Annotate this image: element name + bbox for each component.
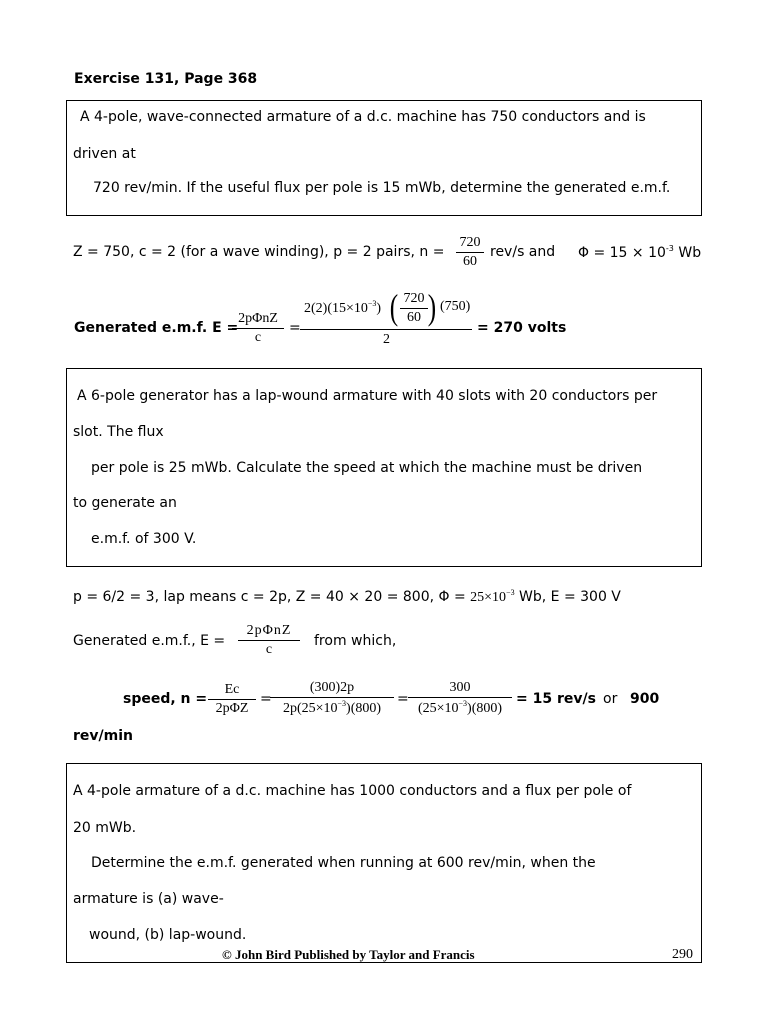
speed-fraction-2: [270, 681, 394, 716]
f3-den-exponent: −3: [458, 699, 468, 708]
flux-text: Φ = 15 × 10: [578, 245, 666, 261]
n-fraction: [456, 236, 484, 269]
f2-den-exponent: −3: [337, 699, 347, 708]
speed-result: = 15 rev/s: [516, 691, 596, 707]
speed-result-2-unit: rev/min: [73, 728, 133, 744]
footer-copyright: © John Bird Published by Taylor and Francis: [222, 947, 475, 962]
fraction-bar: [208, 699, 256, 700]
emf2-denominator: c: [265, 642, 273, 657]
exercise-title: Exercise 131, Page 368: [74, 71, 258, 87]
fraction-bar: [408, 697, 512, 698]
problem3-line2: 20 mWb.: [73, 820, 137, 836]
flux-value: [578, 245, 701, 260]
given-prefix: p = 6/2 = 3, lap means c = 2p, Z = 40 × 20 = 800, Φ =: [73, 589, 466, 605]
fraction-bar: [232, 328, 284, 329]
emf-label: Generated e.m.f. E =: [74, 320, 239, 336]
problem3-line4: armature is (a) wave-: [73, 891, 224, 907]
phi-exponent: −3: [506, 588, 515, 597]
substitution-left: [304, 300, 381, 316]
fraction-bar: [238, 640, 300, 641]
units-and: rev/s and: [490, 244, 556, 260]
n-denominator: 60: [463, 254, 477, 269]
given-suffix: Wb, E = 300 V: [519, 589, 621, 605]
speed-fraction-1: [208, 683, 256, 716]
speed-f3-denominator: [408, 700, 512, 716]
equals-sign: =: [260, 691, 272, 707]
emf-formula-numerator: 2pΦnZ: [238, 311, 278, 326]
fraction-bar: [270, 697, 394, 698]
problem1-line1: A 4-pole, wave-connected armature of a d.c. machine has 750 conductors and is: [80, 109, 646, 125]
speed-f3-numerator: 300: [449, 680, 471, 695]
emf-formula-denominator: c: [254, 330, 262, 345]
problem3-line3: Determine the e.m.f. generated when running at 600 rev/min, when the: [91, 855, 596, 871]
sub-close-paren: ): [376, 301, 382, 316]
problem2-line1: A 6-pole generator has a lap-wound armature with 40 slots with 20 conductors per: [77, 388, 658, 404]
flux-exponent: -3: [665, 244, 674, 253]
problem2-line4: to generate an: [73, 495, 177, 511]
problem2-line5: e.m.f. of 300 V.: [91, 531, 197, 547]
speed-f2-denominator: [270, 700, 394, 716]
f2-den-a: 2p(25×10: [282, 701, 338, 716]
emf-result: = 270 volts: [477, 320, 567, 336]
equals-sign: =: [397, 691, 409, 707]
solution1-given: Z = 750, c = 2 (for a wave winding), p = 2 pairs, n =: [73, 244, 445, 260]
or-text: or: [603, 691, 618, 707]
emf2-numerator: 2pΦnZ: [246, 623, 292, 638]
inner-fraction: [400, 292, 428, 325]
emf-label-2: Generated e.m.f., E =: [73, 633, 226, 649]
fraction-bar: [400, 308, 428, 309]
f3-den-a: (25×10: [417, 701, 459, 716]
emf-formula-fraction: [232, 312, 284, 345]
right-paren: ): [427, 287, 437, 327]
problem-box-2: [66, 368, 702, 567]
substitution-denominator: 2: [383, 332, 390, 347]
problem3-line1: A 4-pole armature of a d.c. machine has 1000 conductors and a flux per pole of: [73, 783, 632, 799]
problem1-line2: driven at: [73, 146, 136, 162]
problem1-line3: 720 rev/min. If the useful flux per pole is 15 mWb, determine the generated e.m.f.: [93, 180, 671, 196]
f3-den-b: )(800): [467, 701, 503, 716]
speed-result-2: 900: [630, 691, 660, 707]
fraction-bar: [456, 252, 484, 253]
f2-den-b: )(800): [346, 701, 382, 716]
fraction-bar: [300, 329, 472, 330]
page-number: 290: [672, 947, 693, 962]
equals-sign: =: [289, 320, 301, 336]
phi-mantissa: 25×10: [470, 590, 507, 605]
substitution-right: (750): [440, 299, 471, 314]
speed-label: speed, n =: [123, 691, 208, 707]
speed-f1-denominator: 2pΦZ: [215, 701, 249, 716]
left-paren: (: [389, 287, 399, 327]
sub-left-text: 2(2)(15×10: [304, 301, 368, 316]
inner-numerator: 720: [403, 291, 425, 306]
inner-denominator: 60: [407, 310, 421, 325]
speed-fraction-3: [408, 681, 512, 716]
solution2-given: [73, 589, 621, 605]
speed-f1-numerator: Ec: [224, 682, 240, 697]
speed-f2-numerator: (300)2p: [309, 680, 355, 695]
problem2-line2: slot. The flux: [73, 424, 164, 440]
from-which: from which,: [314, 633, 397, 649]
phi-value: [470, 590, 514, 605]
problem2-line3: per pole is 25 mWb. Calculate the speed at which the machine must be driven: [91, 460, 643, 476]
n-numerator: 720: [459, 235, 481, 250]
problem3-line5: wound, (b) lap-wound.: [89, 927, 247, 943]
emf-substitution-fraction: [300, 288, 472, 348]
emf-formula-fraction-2: [238, 624, 300, 657]
flux-unit: Wb: [678, 245, 702, 261]
problem-box-1: [66, 100, 702, 216]
sub-exponent: −3: [367, 299, 377, 308]
problem-box-3: [66, 763, 702, 963]
